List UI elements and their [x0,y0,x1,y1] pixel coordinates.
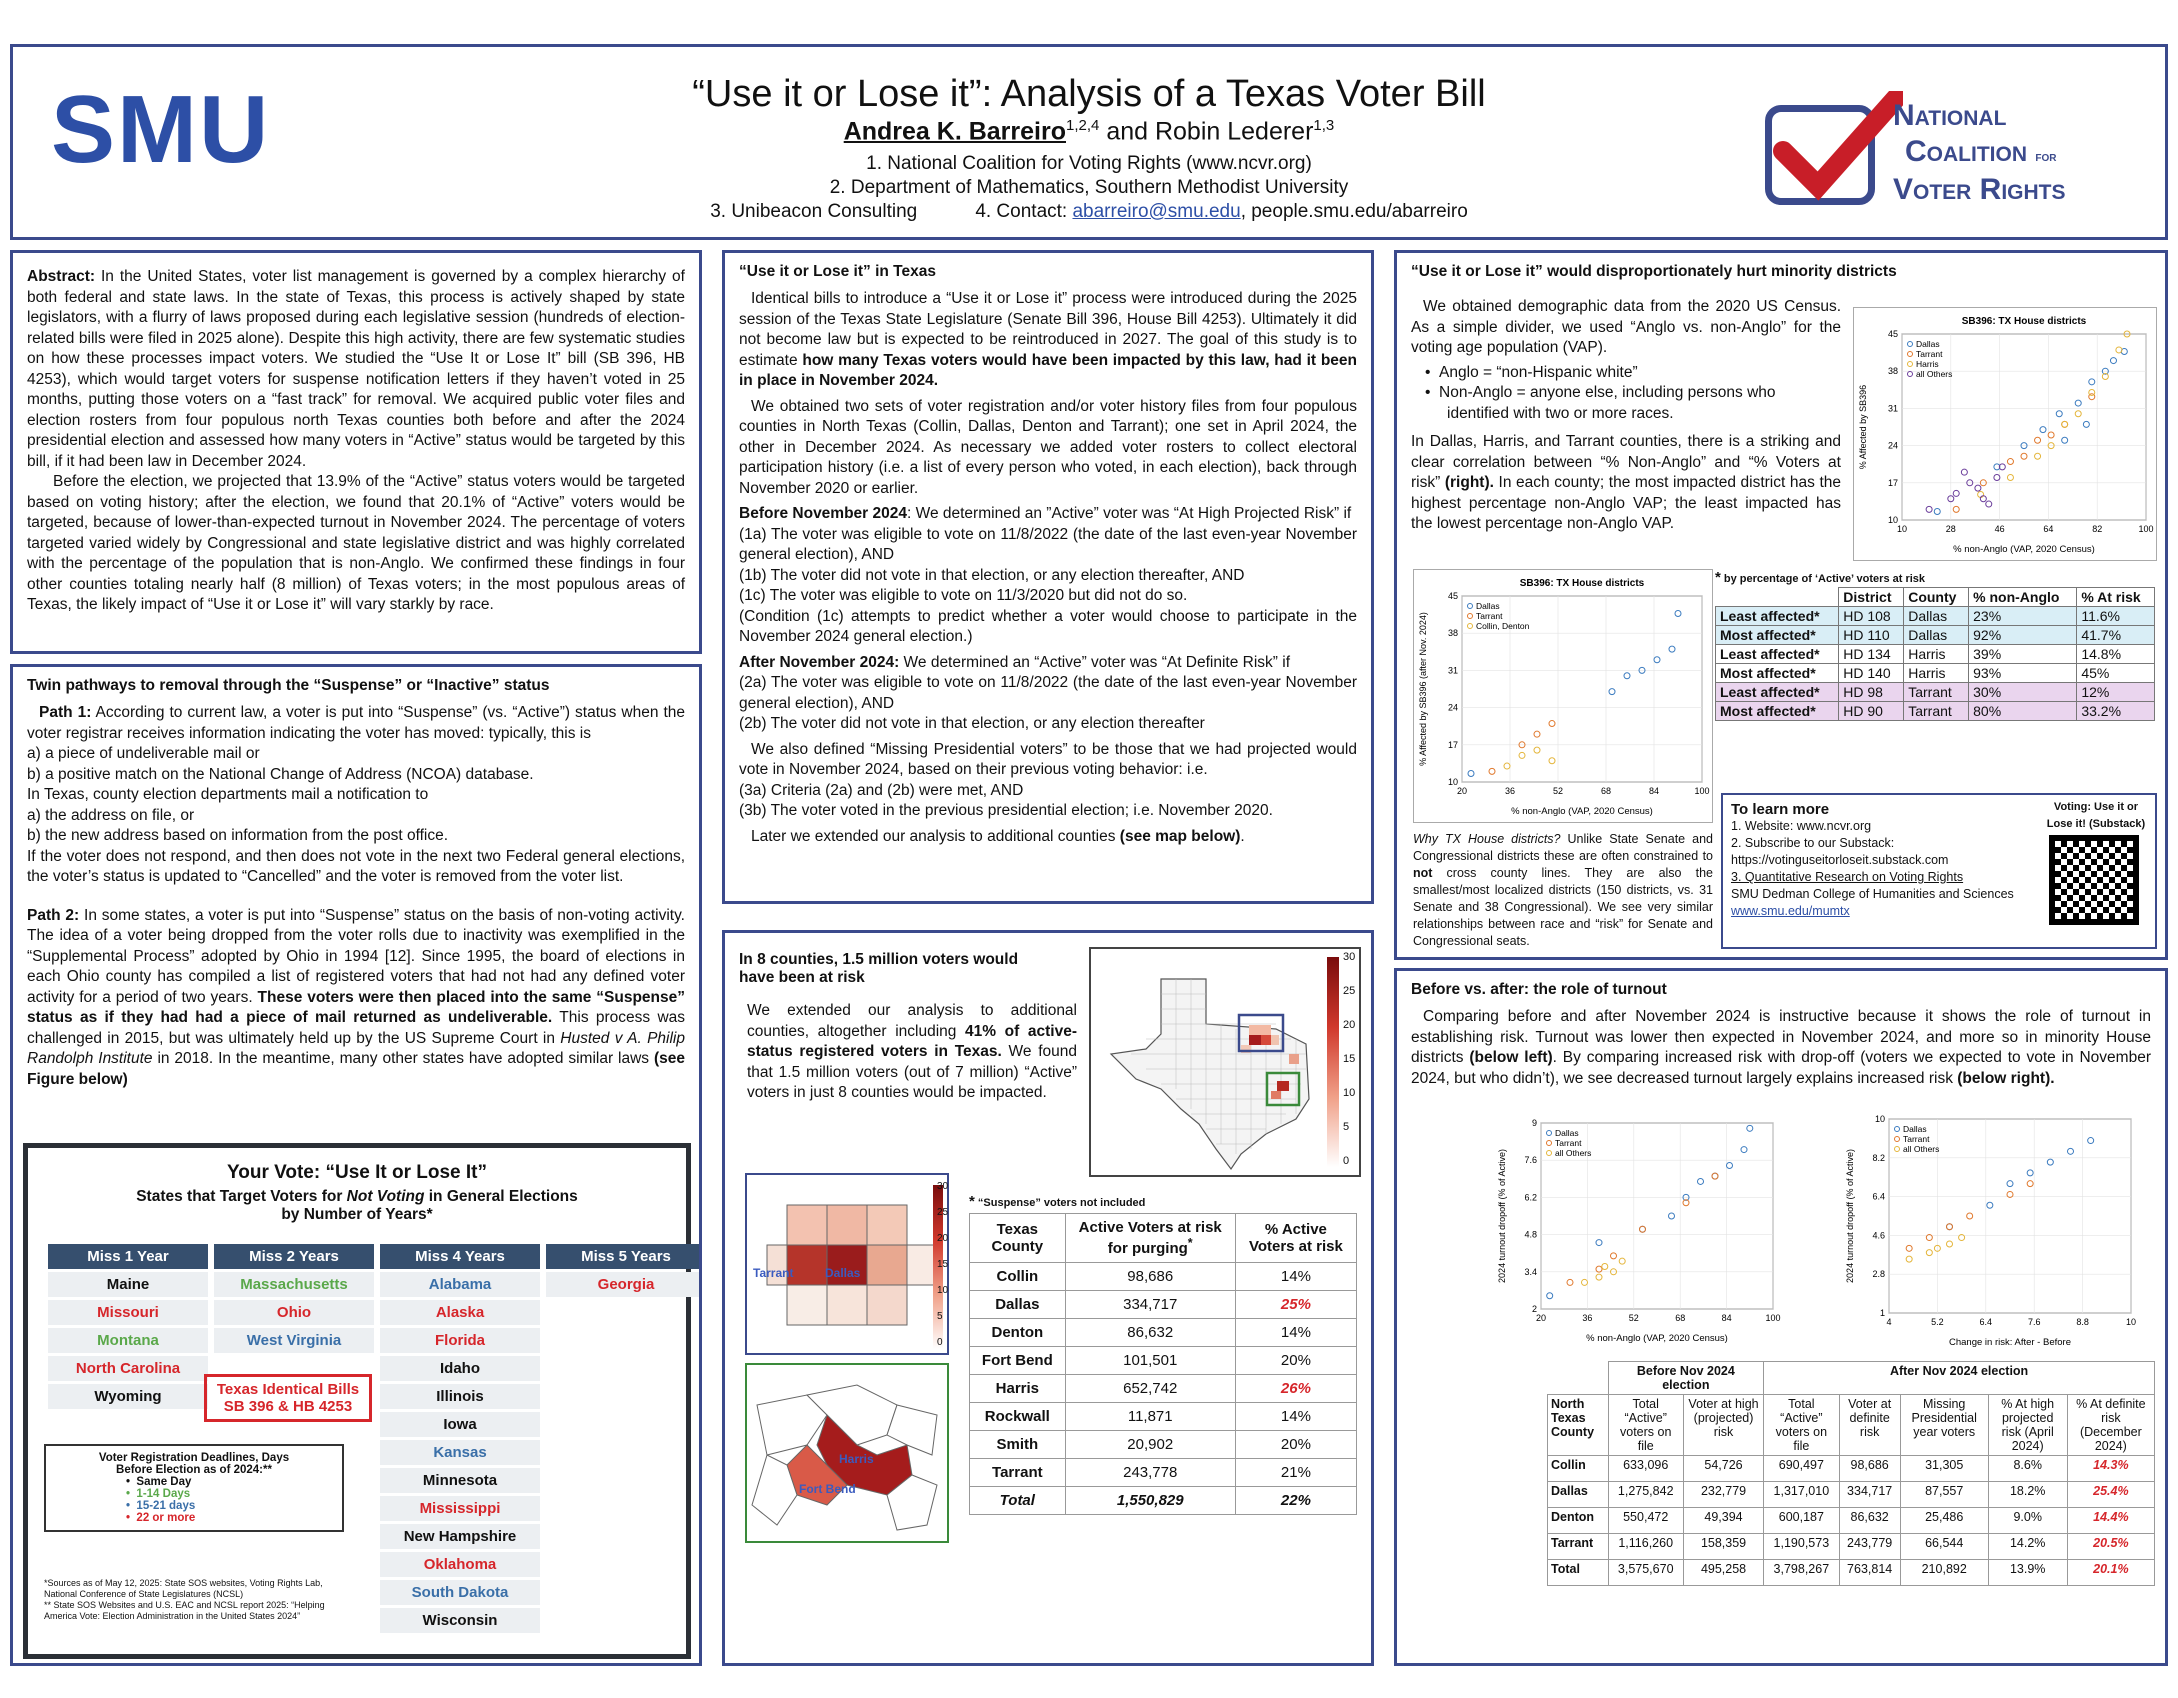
checkmark-icon [1773,91,1903,201]
legend-label: Tarrant [1903,1134,1930,1144]
infographic-footnotes: *Sources as of May 12, 2025: State SOS websites, Voting Rights Lab, National Conference of State Legislatures (NCSL) ** State SOS Websites and U.S. EAC and NCSL report 2025: “Helping America Vote: Election Administration in the United States 2024” [44,1578,325,1621]
column-header: Miss 2 Years [214,1244,374,1269]
legend-label: Dallas [1555,1128,1579,1138]
state-item: New Hampshire [380,1524,540,1549]
table-row: Denton 550,472 49,394 600,187 86,632 25,486 9.0% 14.4% [1548,1508,2155,1534]
x-tick-label: 68 [1600,786,1612,796]
colorbar-tick: 5 [937,1311,943,1322]
y-tick-label: 24 [1887,440,1898,451]
colorbar-tick: 20 [937,1233,949,1244]
x-tick-label: 36 [1582,1313,1593,1323]
affiliation-2: 2. Department of Mathematics, Southern Methodist University [829,177,1349,198]
y-tick-label: 10 [1447,777,1458,787]
north-texas-inset-map [745,1173,949,1355]
x-axis-label: % non-Anglo (VAP, 2020 Census) [1586,1333,1728,1344]
table-row: Harris 652,742 26% [970,1375,1357,1403]
map-label-tarrant: Tarrant [753,1266,794,1280]
y-axis-label: 2024 turnout dropoff (% of Active) [1845,1149,1855,1283]
y-tick-label: 4.6 [1872,1230,1885,1241]
y-tick-label: 9 [1531,1118,1537,1128]
colorbar-tick: 0 [937,1337,943,1348]
legend-label: Harris [1916,359,1939,369]
x-tick-label: 84 [1721,1313,1732,1323]
table-row: Most affected* HD 140 Harris 93% 45% [1716,664,2155,683]
table-row: Smith 20,902 20% [970,1431,1357,1459]
y-tick-label: 10 [1887,515,1898,525]
y-axis-label: % Affected by SB396 (after Nov. 2024) [1418,612,1428,766]
state-item: North Carolina [48,1356,208,1381]
map-colorbar [1327,957,1339,1167]
smu-logo: SMU [51,76,271,183]
state-item: Alabama [380,1272,540,1297]
deadline-legend: Voter Registration Deadlines, Days Before Election as of 2024:** • Same Day • 1-14 Days • 15-21 days • 22 or more [44,1444,344,1532]
learn-more-box: To learn more 1. Website: www.ncvr.org 2. Subscribe to our Substack: https://votinguseitorloseit.substack.com 3. Quantitative Research on Voting Rights SMU Dedman College of Humanities and Sciences www.smu.edu/mumtx Voting: Use it or Lose it! (Substack) [1721,793,2157,949]
x-tick-label: 10 [1896,524,1908,534]
state-item: Georgia [546,1272,702,1297]
colorbar-tick: 10 [937,1285,949,1296]
miss-4-years-column [380,1244,540,1633]
x-tick-label: 84 [1648,786,1660,796]
authors: Andrea K. Barreiro$^{1,2,4}$ and Robin Lederer$^{1,3}$ [843,117,1335,146]
state-item: Minnesota [380,1468,540,1493]
x-tick-label: 52 [1552,786,1564,796]
x-tick-label: 4 [1886,1317,1892,1327]
colorbar-tick: 10 [1343,1087,1356,1099]
y-tick-label: 24 [1447,702,1458,713]
texas-map-svg [1091,949,1361,1177]
x-tick-label: 20 [1456,786,1468,796]
x-axis-label: % non-Anglo (VAP, 2020 Census) [1511,806,1653,817]
legend-item: • 15-21 days [126,1500,196,1512]
y-tick-label: 3.4 [1524,1266,1537,1277]
state-item: Oklahoma [380,1552,540,1577]
legend-item: • 1-14 Days [126,1488,191,1500]
y-tick-label: 10 [1874,1114,1885,1124]
use-it-in-texas-section: “Use it or Lose it” in Texas Identical bills to introduce a “Use it or Lose it” process were introduced during the 2025 session of the Texas State Legislature (Senate Bill 396, House Bill 4253). Ultimately it did not become law but is expected to be reintroduced in 2027. The goal of this study is to estimate how many Texas voters would have been impacted by this law, had it been in place in November 2024. We obtained two sets of voter registration and/or voter history files from four populous counties in North Texas (Collin, Dallas, Denton and Tarrant); one set in April 2024, the other in December 2024. As necessary we added voter rosters to collect electoral participation history (i.e. a list of every person who voted, in each election), back through November 2020 or earlier. Before November 2024: We determined an ”Active” voter was “At High Projected Risk” if (1a) The voter was eligible to vote on 11/8/2022 (the date of the last even-year November general election), AND (1b) The voter did not vote in that election, or any election thereafter, AND (1c) The voter was eligible to vote on 11/3/2020 but did not do so. (Condition (1c) attempts to predict whether a voter would choose to participate in the November 2024 general election.) After November 2024: We determined an “Active” voter was “At Definite Risk” if (2a) The voter was eligible to vote on 11/8/2022 (the date of the last even-year November general election), AND (2b) The voter did not vote in that election, or any election thereafter We also defined “Missing Presidential voters” to be those that we had projected would vote in November 2024, based on their previous voting behavior: i.e. (3a) Criteria (2a) and (2b) were met, AND (3b) The voter voted in the previous presidential election; i.e. November 2020. Later we extended our analysis to additional counties (see map below). [722,250,1374,904]
miss-5-years-column [546,1244,702,1297]
column-header: Miss 1 Year [48,1244,208,1269]
state-item: Montana [48,1328,208,1353]
legend-label: all Others [1916,369,1953,379]
x-tick-label: 52 [1628,1313,1639,1323]
table-row: Denton 86,632 14% [970,1319,1357,1347]
table-row: Most affected* HD 90 Tarrant 80% 33.2% [1716,702,2155,721]
colorbar-tick: 20 [1343,1019,1356,1031]
map-label-harris: Harris [839,1452,874,1466]
legend-label: Tarrant [1916,349,1943,359]
state-item: Wyoming [48,1384,208,1409]
legend-label: all Others [1903,1144,1940,1154]
colorbar-tick: 5 [1343,1121,1350,1133]
x-tick-label: 82 [2092,524,2103,534]
state-item: Wisconsin [380,1608,540,1633]
affiliation-3-4: 3. Unibeacon Consulting 4. Contact: abarreiro@smu.edu, people.smu.edu/abarreiro [710,201,1468,222]
district-impact-table: District County % non-Anglo % At risk Least affected* HD 108 Dallas 23% 11.6% Most affected* HD 110 Dallas 92% 41.7% Least affected* HD 134 Harris 39% 14.8% Most affected* HD 140 Harris 93% 45% Least affected* HD 98 Tarrant 30% 12% Most affected* HD 90 Tarrant 80% 33.2% [1715,587,2155,721]
legend-label: Dallas [1476,601,1500,611]
y-tick-label: 31 [1887,403,1898,414]
column-header: Miss 5 Years [546,1244,702,1269]
chart-title: SB396: TX House districts [1961,316,2087,327]
colorbar-tick: 0 [1343,1155,1350,1167]
y-axis-label: 2024 turnout dropoff (% of Active) [1497,1149,1507,1283]
y-tick-label: 31 [1447,665,1458,676]
y-tick-label: 8.2 [1872,1152,1885,1163]
table-row: Most affected* HD 110 Dallas 92% 41.7% [1716,626,2155,645]
y-tick-label: 2.8 [1872,1269,1885,1280]
miss-2-years-column [214,1244,374,1353]
y-tick-label: 17 [1887,477,1898,488]
state-item: Massachusetts [214,1272,374,1297]
table-row: Collin 633,096 54,726 690,497 98,686 31,305 8.6% 14.3% [1548,1456,2155,1482]
y-axis-label: % Affected by SB396 [1858,384,1868,470]
table-row: Total 3,575,670 495,258 3,798,267 763,814 210,892 13.9% 20.1% [1548,1560,2155,1586]
x-tick-label: 100 [1694,786,1710,796]
scatter-sb396-after [1414,570,1712,822]
twin-pathways-title: Twin pathways to removal through the “Suspense” or “Inactive” status [27,677,550,694]
x-tick-label: 36 [1504,786,1516,796]
y-tick-label: 6.2 [1524,1192,1537,1203]
before-after-table: Before Nov 2024 election After Nov 2024 election North Texas County Total “Active” voters on file Voter at high (projected) risk Total “Active” voters on file Voter at definite risk Missing Presidential year voters % At high projected risk (April 2024) % At definite risk (December 2024) Collin 633,096 54,726 690,497 98,686 31,305 8.6% 14.3% Dallas 1,275,842 232,779 1,317,010 334,717 87,557 18.2% 25.4% Denton 550,472 49,394 600,187 86,632 25,486 9.0% 14.4% Tarrant 1,116,260 158,359 1,190,573 243,779 66,544 14.2% 20.5% Total 3,575,670 495,258 3,798,267 763,814 210,892 13.9% 20.1% [1547,1361,2155,1586]
texas-bills-box: Texas Identical Bills SB 396 & HB 4253 [204,1374,372,1422]
affiliation-1: 1. National Coalition for Voting Rights (www.ncvr.org) [866,153,1312,174]
legend-item: • Same Day [126,1476,192,1488]
y-tick-label: 2 [1531,1304,1537,1314]
state-item: Illinois [380,1384,540,1409]
x-tick-label: 10 [2125,1317,2137,1327]
eight-counties-section: In 8 counties, 1.5 million voters would have been at risk We extended our analysis to additional counties, altogether including 41% of active-status registered voters in Texas. We found that 1.5 million voters (out of 7 million) “Active” voters in just 8 counties would be impacted. 30 25 20 15 10 5 0 Tarrant Dallas 30 25 20 15 10 5 0 Harris Fort Bend * “Suspense” voters not included Texas County Active Voters at risk for purging* % Active Voters at risk Collin 98,686 14% Dallas 334,717 25% Denton 86,632 14% Fort Bend 101,501 20% Harris 652,742 26% Rockwall 11,871 14% Smith 20,902 20% Tarrant 243,778 21% Total 1,550,829 22% [722,930,1374,1666]
legend-label: Collin, Denton [1476,621,1530,631]
use-it-or-lose-it-infographic: Your Vote: “Use It or Lose It” States that Target Voters for Not Voting in General Elections by Number of Years* Miss 1 Year Maine Missouri Montana North Carolina Wyoming Miss 2 Years Massachusetts Ohio West Virginia Miss 4 Years Alabama Alaska Florida Idaho Illinois Iowa Kansas Minnesota Mississippi New Hampshire Oklahoma South Dakota Wisconsin Miss 5 Years Georgia Texas Identical Bills SB 396 & HB 4253 Voter Registration Deadlines, Days Before Election as of 2024:** • Same Day • 1-14 Days • 15-21 days • 22 or more *Sources as of May 12, 2025: State SOS websites, Voting Rights Lab, National Conference of State Legislatures (NCSL) ** State SOS Websites and U.S. EAC and NCSL report 2025: “Helping America Vote: Election Administration in the United States 2024” [23,1143,691,1659]
x-tick-label: 5.2 [1931,1317,1944,1327]
x-tick-label: 8.8 [2076,1317,2089,1327]
scatter-non-anglo-chart [1853,307,2157,561]
header [10,44,2168,240]
state-item: West Virginia [214,1328,374,1353]
table-row: Dallas 1,275,842 232,779 1,317,010 334,717 87,557 18.2% 25.4% [1548,1482,2155,1508]
y-tick-label: 38 [1447,628,1458,639]
y-tick-label: 17 [1447,739,1458,750]
poster-title: “Use it or Lose it”: Analysis of a Texas Voter Bill [692,73,1486,115]
state-item: Idaho [380,1356,540,1381]
state-item: Maine [48,1272,208,1297]
table-row: Collin 98,686 14% [970,1263,1357,1291]
colorbar-tick: 30 [937,1181,949,1192]
scatter-house-districts-chart [1413,569,1713,823]
colorbar-tick: 15 [937,1259,949,1270]
table-row: Fort Bend 101,501 20% [970,1347,1357,1375]
table-row-total: Total 1,550,829 22% [970,1487,1357,1515]
y-tick-label: 6.4 [1872,1191,1885,1202]
state-item: Iowa [380,1412,540,1437]
state-item: South Dakota [380,1580,540,1605]
table-row: Dallas 334,717 25% [970,1291,1357,1319]
table-row: Rockwall 11,871 14% [970,1403,1357,1431]
map-label-fort-bend: Fort Bend [799,1482,856,1496]
state-item: Ohio [214,1300,374,1325]
y-tick-label: 38 [1887,366,1898,377]
x-axis-label: % non-Anglo (VAP, 2020 Census) [1953,544,2095,555]
map-label-dallas: Dallas [825,1266,861,1280]
y-tick-label: 1 [1879,1308,1885,1318]
turnout-vs-non-anglo-chart [1493,1109,1783,1349]
colorbar-tick: 25 [1343,985,1356,997]
turnout-section: Before vs. after: the role of turnout Comparing before and after November 2024 is instructive because it shows the role of turnout in establishing risk. Turnout was lower then expected in November 2024, and more so in minority House districts (below left). By comparing increased risk with drop-off (voters we expected to vote in November 2024, but who didn’t), we see decreased turnout largely explains increased risk (below right). 20 36 52 68 84 100 2 3.4 4.8 6.2 7.6 9 % non-Anglo (VAP, 2020 Census) 2024 turnout dropoff (% of Active) Dallas Tarrant all Others 4 5.2 6.4 7.6 8.8 10 1 2.8 4.6 6.4 8.2 10 Change in risk: After - Before 2024 turnout dropoff (% of Active) Dallas Tarrant all Others Before Nov 2024 election After Nov 2024 election North Texas County Total “Active” voters on file Voter at high (projected) risk Total “Active” voters on file Voter at definite risk Missing Presidential year voters % At high projected risk (April 2024) % At definite risk (December 2024) Collin 633,096 54,726 690,497 98,686 31,305 8.6% 14.3% Dallas 1,275,842 232,779 1,317,010 334,717 87,557 18.2% 25.4% Denton 550,472 49,394 600,187 86,632 25,486 9.0% 14.4% Tarrant 1,116,260 158,359 1,190,573 243,779 66,544 14.2% 20.5% Total 3,575,670 495,258 3,798,267 763,814 210,892 13.9% 20.1% [1394,968,2168,1666]
state-item: Alaska [380,1300,540,1325]
chart-title: SB396: TX House districts [1519,578,1645,589]
x-tick-label: 68 [1675,1313,1686,1323]
y-tick-label: 45 [1887,329,1898,339]
county-risk-table: Texas County Active Voters at risk for purging* % Active Voters at risk Collin 98,686 14% Dallas 334,717 25% Denton 86,632 14% Fort Bend 101,501 20% Harris 652,742 26% Rockwall 11,871 14% Smith 20,902 20% Tarrant 243,778 21% Total 1,550,829 22% [969,1213,1357,1515]
x-tick-label: 46 [1994,524,2005,534]
table-row: Least affected* HD 108 Dallas 23% 11.6% [1716,607,2155,626]
colorbar-tick: 25 [937,1207,949,1218]
ncvr-logo: National Coalition for Voter Rights [1765,99,2145,217]
state-item: Kansas [380,1440,540,1465]
qr-code-icon[interactable] [2049,835,2139,925]
miss-1-year-column [48,1244,208,1409]
x-tick-label: 20 [1535,1313,1547,1323]
legend-label: Dallas [1916,339,1940,349]
email-link[interactable]: abarreiro@smu.edu [1072,201,1241,222]
harris-inset-map [745,1363,949,1543]
legend-label: Tarrant [1555,1138,1582,1148]
legend-label: Tarrant [1476,611,1503,621]
x-axis-label: Change in risk: After - Before [1949,1337,2071,1348]
y-tick-label: 4.8 [1524,1229,1537,1240]
y-tick-label: 45 [1447,591,1458,601]
state-item: Mississippi [380,1496,540,1521]
legend-label: Dallas [1903,1124,1927,1134]
texas-county-map [1089,947,1361,1177]
abstract-section: Abstract: In the United States, voter list management is governed by a complex hierarchy of both federal and state laws. In the state of Texas, this process is actively shaped by state legislators, with a flurry of laws proposed during each legislative session (hundreds of election-related bills were filed in 2025 alone). Despite this high activity, there are few systematic studies on how these processes impact voters. We studied the “Use It or Lose It” bill (SB 396, HB 4253), which would target voters for suspense notification letters if they haven’t voted in 25 months, putting those voters on a “fast track” for removal. We acquired public voter files and election rosters from four populous north Texas counties both before and after the 2024 presidential election and assessed how many voters in “Active” status would be targeted by this bill, if it had been law in December 2024. Before the election, we projected that 13.9% of the “Active” status voters would be targeted based on voting history; after the election, we found that 20.1% of “Active” voters would be targeted, because of lower-than-expected turnout in November 2024. The percentage of voters targeted varied widely by Congressional and state legislative district and was highly correlated with the percentage of the population that is non-Anglo. We confirmed these findings in four other counties totaling nearly half (8 million) of Texas voters; in the most populous areas of Texas, the likely impact of “Use it or Lose it” will vary starkly by race. [10,250,702,654]
scatter-sb396-non-anglo [1854,308,2156,560]
x-tick-label: 7.6 [2027,1317,2041,1327]
y-tick-label: 7.6 [1524,1155,1537,1166]
state-item: Florida [380,1328,540,1353]
state-item: Missouri [48,1300,208,1325]
x-tick-label: 6.4 [1979,1317,1993,1327]
table-row: Tarrant 243,778 21% [970,1459,1357,1487]
legend-item: • 22 or more [126,1512,196,1524]
twin-pathways-section: Twin pathways to removal through the “Suspense” or “Inactive” status Path 1: According to current law, a voter is put into “Suspense” (vs. “Active”) status when the voter registrar receives information indicating the voter has moved: typically, this is a) a piece of undeliverable mail or b) a positive match on the National Change of Address (NCOA) database. In Texas, county election departments mail a notification to a) the address on file, or b) the new address based on information from the post office. If the voter does not respond, and then does not vote in the next two Federal general elections, the voter’s status is updated to “Cancelled” and the voter is removed from the voter list. Path 2: In some states, a voter is put into “Suspense” status on the basis of non-voting activity. The idea of a voter being dropped from the voter rolls due to inactivity was exemplified in the “Supplemental Process” adopted by Ohio in 1994 [12]. Since 1995, the board of elections in each Ohio county has compiled a list of registered voters that had not had any defined voter activity for a period of two years. These voters were then placed into the same “Suspense” status as if they had had a piece of mail returned as undeliverable. This process was challenged in 2015, but was ultimately held up by the US Supreme Court in Husted v A. Philip Randolph Institute in 2018. In the meantime, many other states have adopted similar laws (see Figure below) Your Vote: “Use It or Lose It” States that Target Voters for Not Voting in General Elections by Number of Years* Miss 1 Year Maine Missouri Montana North Carolina Wyoming Miss 2 Years Massachusetts Ohio West Virginia Miss 4 Years Alabama Alaska Florida Idaho Illinois Iowa Kansas Minnesota Mississippi New Hampshire Oklahoma South Dakota Wisconsin Miss 5 Years Georgia Texas Identical Bills SB 396 & HB 4253 Voter Registration Deadlines, Days Before Election as of 2024:** • Same Day • 1-14 Days • 15-21 days • 22 or more *Sources as of May 12, 2025: State SOS websites, Voting Rights Lab, National Conference of State Legislatures (NCSL) ** State SOS Websites and U.S. EAC and NCSL report 2025: “Helping America Vote: Election Administration in the United States 2024” [10,664,702,1666]
table-row: Least affected* HD 134 Harris 39% 14.8% [1716,645,2155,664]
legend-label: all Others [1555,1148,1592,1158]
x-tick-label: 64 [2043,524,2054,534]
x-tick-label: 100 [1765,1313,1781,1323]
table-row: Tarrant 1,116,260 158,359 1,190,573 243,779 66,544 14.2% 20.5% [1548,1534,2155,1560]
mumtx-link[interactable]: www.smu.edu/mumtx [1731,904,1850,918]
turnout-vs-risk-change-chart [1841,1105,2141,1353]
x-tick-label: 100 [2138,524,2154,534]
column-header: Miss 4 Years [380,1244,540,1269]
table-row: Least affected* HD 98 Tarrant 30% 12% [1716,683,2155,702]
colorbar-tick: 15 [1343,1053,1356,1065]
colorbar-tick: 30 [1343,951,1356,963]
x-tick-label: 28 [1945,524,1956,534]
minority-districts-section: “Use it or Lose it” would disproportionately hurt minority districts We obtained demographic data from the 2020 US Census. As a simple divider, we used “Anglo vs. non-Anglo” for the voting age population (VAP). • Anglo = “non-Hispanic white” • Non-Anglo = anyone else, including persons who identified with two or more races. In Dallas, Harris, and Tarrant counties, there is a striking and clear correlation between “% Non-Anglo” and “% Voters at risk” (right). In each county; the most impacted district has the highest percentage non-Anglo VAP; the least impacted has the lowest percentage non-Anglo VAP. SB396: TX House districts 10 28 46 64 82 100 10 17 24 31 38 45 % non-Anglo (VAP, 2020 Census) % Affected by SB396 Dallas Tarrant Harris all Others SB396: TX House districts 20 36 52 68 84 100 10 17 24 31 38 45 % non-Anglo (VAP, 2020 Census) % Affected by SB396 (after Nov. 2024) Dallas Tarrant Collin, Denton Why TX House districts? Unlike State Senate and Congressional districts these are often constrained to not cross county lines. They are also the smallest/most localized districts (150 districts, vs. 31 Senate and 38 Congressional). We see very similar relationships between race and “risk” for Senate and Congressional seats. * by percentage of ‘Active’ voters at risk District County % non-Anglo % At risk Least affected* HD 108 Dallas 23% 11.6% Most affected* HD 110 Dallas 92% 41.7% Least affected* HD 134 Harris 39% 14.8% Most affected* HD 140 Harris 93% 45% Least affected* HD 98 Tarrant 30% 12% Most affected* HD 90 Tarrant 80% 33.2% To learn more 1. Website: www.ncvr.org 2. Subscribe to our Substack: https://votinguseitorloseit.substack.com 3. Quantitative Research on Voting Rights SMU Dedman College of Humanities and Sciences www.smu.edu/mumtx Voting: Use it or Lose it! (Substack) [1394,250,2168,960]
